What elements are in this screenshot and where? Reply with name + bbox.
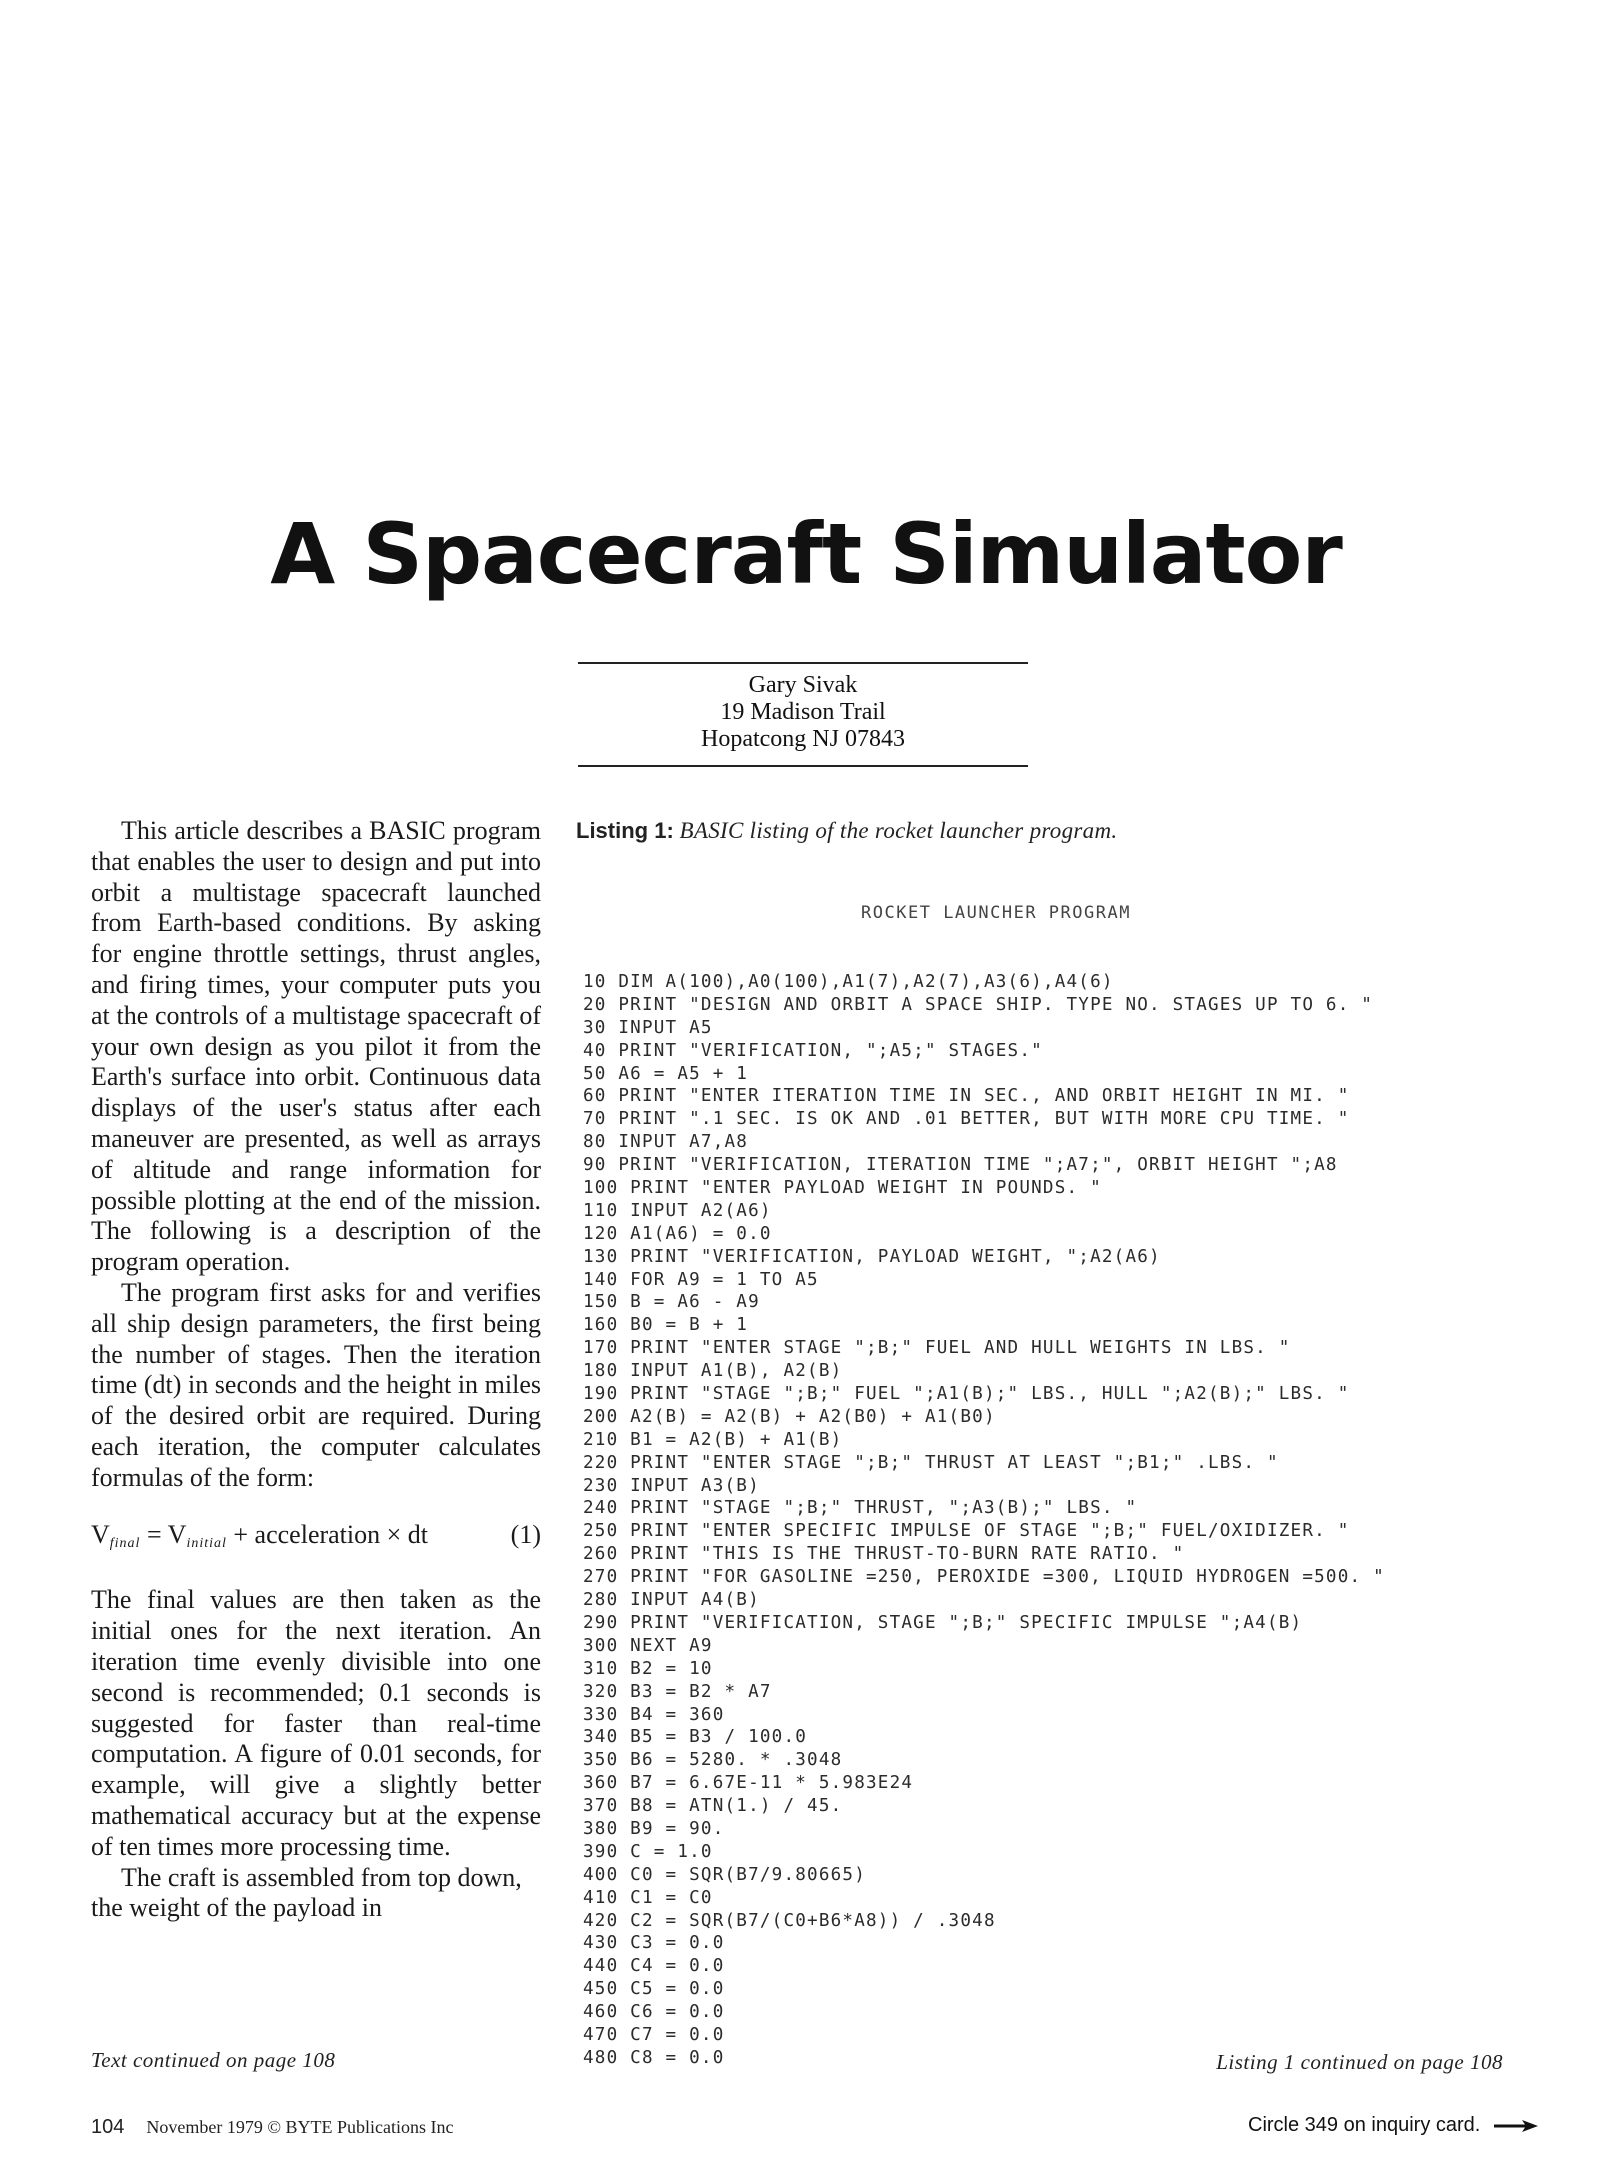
inquiry-note xyxy=(1248,2114,1540,2137)
code-line: 120 A1(A6) = 0.0 xyxy=(583,1223,772,1244)
velocity-formula xyxy=(91,1520,541,1560)
code-line: 100 PRINT "ENTER PAYLOAD WEIGHT IN POUNDS. " xyxy=(583,1178,1102,1199)
text-continued-note: Text continued on page 108 xyxy=(91,2048,336,2072)
code-line: 350 B6 = 5280. * .3048 xyxy=(583,1750,843,1771)
formula-rhs: V xyxy=(167,1519,187,1549)
code-line: 20 PRINT "DESIGN AND ORBIT A SPACE SHIP. TYPE NO. STAGES UP TO 6. " xyxy=(583,994,1374,1015)
body-paragraph-1: This article describes a BASIC program that enables the user to design and put into orbit a multistage spacecraft launched from Earth-based conditions. By asking for engine throttle settings, thrust angles, and firing times, your computer puts you at the controls of a multistage spacecraft of your own design as you pilot it from the Earth's surface into orbit. Continuous data displays of the user's status after each maneuver are presented, as well as arrays of altitude and range information for possible plotting at the end of the mission. The following is a description of the program operation. xyxy=(91,816,541,1277)
code-line: 70 PRINT ".1 SEC. IS OK AND .01 BETTER, BUT WITH MORE CPU TIME. " xyxy=(583,1109,1350,1130)
page-number: 104 xyxy=(91,2116,125,2138)
code-line: 110 INPUT A2(A6) xyxy=(583,1200,772,1221)
code-line: 90 PRINT "VERIFICATION, ITERATION TIME ";A7;", ORBIT HEIGHT ";A8 xyxy=(583,1155,1338,1176)
code-line: 130 PRINT "VERIFICATION, PAYLOAD WEIGHT, ";A2(A6) xyxy=(583,1246,1161,1267)
author-name: Gary Sivak xyxy=(748,672,858,698)
code-line: 440 C4 = 0.0 xyxy=(583,1956,725,1977)
formula-lhs-subscript: final xyxy=(109,1535,141,1551)
code-line: 460 C6 = 0.0 xyxy=(583,2002,725,2023)
code-line: 230 INPUT A3(B) xyxy=(583,1475,760,1496)
code-line: 290 PRINT "VERIFICATION, STAGE ";B;" SPECIFIC IMPULSE ";A4(B) xyxy=(583,1612,1303,1633)
code-line: 330 B4 = 360 xyxy=(583,1704,725,1725)
code-line: 430 C3 = 0.0 xyxy=(583,1933,725,1954)
listing-label: Listing 1: xyxy=(576,818,674,843)
code-line: 340 B5 = B3 / 100.0 xyxy=(583,1727,808,1748)
code-line: 270 PRINT "FOR GASOLINE =250, PEROXIDE =300, LIQUID HYDROGEN =500. " xyxy=(583,1567,1385,1588)
code-line: 400 C0 = SQR(B7/9.80665) xyxy=(583,1864,867,1885)
code-line: 160 B0 = B + 1 xyxy=(583,1315,749,1336)
listing-caption xyxy=(576,818,1117,844)
formula-tail: + acceleration × dt xyxy=(233,1519,429,1549)
author-byline xyxy=(578,672,1028,753)
code-line: 190 PRINT "STAGE ";B;" FUEL ";A1(B);" LBS., HULL ";A2(B);" LBS. " xyxy=(583,1384,1350,1405)
body-paragraph-3: The final values are then taken as the initial ones for the next iteration. An iteration time evenly divisible into one second is recommended; 0.1 seconds is suggested for faster than real-time computation. A figure of 0.01 seconds, for example, will give a slightly better mathematical accuracy but at the expense of ten times more processing time. xyxy=(91,1585,541,1861)
listing-caption-text: BASIC listing of the rocket launcher program. xyxy=(679,818,1118,843)
code-line: 360 B7 = 6.67E-11 * 5.983E24 xyxy=(583,1773,914,1794)
code-line: 180 INPUT A1(B), A2(B) xyxy=(583,1361,843,1382)
code-line: 260 PRINT "THIS IS THE THRUST-TO-BURN RATE RATIO. " xyxy=(583,1544,1185,1565)
formula-lhs: V xyxy=(91,1519,110,1549)
code-line: 40 PRINT "VERIFICATION, ";A5;" STAGES." xyxy=(583,1040,1043,1061)
article-body xyxy=(91,816,541,1924)
code-line: 250 PRINT "ENTER SPECIFIC IMPULSE OF STAGE ";B;" FUEL/OXIDIZER. " xyxy=(583,1521,1350,1542)
byline-bottom-rule xyxy=(578,765,1028,767)
code-line: 420 C2 = SQR(B7/(C0+B6*A8)) / .3048 xyxy=(583,1910,996,1931)
code-line: 80 INPUT A7,A8 xyxy=(583,1132,749,1153)
code-line: 200 A2(B) = A2(B) + A2(B0) + A1(B0) xyxy=(583,1406,996,1427)
code-line: 30 INPUT A5 xyxy=(583,1017,713,1038)
code-line: 240 PRINT "STAGE ";B;" THRUST, ";A3(B);" LBS. " xyxy=(583,1498,1138,1519)
article-title: A Spacecraft Simulator xyxy=(270,505,1342,603)
formula-equals: = xyxy=(146,1519,162,1549)
code-line: 450 C5 = 0.0 xyxy=(583,1979,725,2000)
byline-top-rule xyxy=(578,662,1028,664)
code-line: 50 A6 = A5 + 1 xyxy=(583,1063,749,1084)
code-line: 370 B8 = ATN(1.) / 45. xyxy=(583,1796,843,1817)
author-city: Hopatcong NJ 07843 xyxy=(701,726,905,752)
issue-credit: November 1979 © BYTE Publications Inc xyxy=(146,2117,454,2137)
code-line: 390 C = 1.0 xyxy=(583,1841,713,1862)
code-line: 310 B2 = 10 xyxy=(583,1658,713,1679)
code-line: 150 B = A6 - A9 xyxy=(583,1292,760,1313)
arrow-right-icon xyxy=(1492,2118,1540,2134)
code-line: 300 NEXT A9 xyxy=(583,1635,713,1656)
code-line: 140 FOR A9 = 1 TO A5 xyxy=(583,1269,819,1290)
code-line: 410 C1 = C0 xyxy=(583,1887,713,1908)
formula-number: (1) xyxy=(510,1519,541,1549)
code-line: 220 PRINT "ENTER STAGE ";B;" THRUST AT LEAST ";B1;" .LBS. " xyxy=(583,1452,1279,1473)
code-line: 170 PRINT "ENTER STAGE ";B;" FUEL AND HULL WEIGHTS IN LBS. " xyxy=(583,1338,1291,1359)
body-paragraph-2: The program first asks for and verifies all ship design parameters, the first being the number of stages. Then the iteration time (dt) in seconds and the height in miles of the desired orbit are required. During each iteration, the computer calculates formulas of the form: xyxy=(91,1277,541,1492)
formula-rhs-subscript: initial xyxy=(186,1535,227,1551)
page-footer xyxy=(91,2116,454,2139)
code-line: 210 B1 = A2(B) + A1(B) xyxy=(583,1429,843,1450)
author-street: 19 Madison Trail xyxy=(720,699,886,725)
inquiry-text: Circle 349 on inquiry card. xyxy=(1248,2114,1481,2136)
code-line: 480 C8 = 0.0 xyxy=(583,2047,725,2068)
body-paragraph-4: The craft is assembled from top down, the weight of the payload in xyxy=(91,1862,522,1923)
code-line: 60 PRINT "ENTER ITERATION TIME IN SEC., AND ORBIT HEIGHT IN MI. " xyxy=(583,1086,1350,1107)
code-line: 280 INPUT A4(B) xyxy=(583,1590,760,1611)
code-line: 470 C7 = 0.0 xyxy=(583,2024,725,2045)
code-line: 10 DIM A(100),A0(100),A1(7),A2(7),A3(6),A4(6) xyxy=(583,972,1114,992)
formula-expression xyxy=(91,1520,428,1560)
code-line: 320 B3 = B2 * A7 xyxy=(583,1681,772,1702)
code-line: 380 B9 = 90. xyxy=(583,1818,725,1839)
basic-code-listing xyxy=(583,971,1385,2070)
listing-continued-note: Listing 1 continued on page 108 xyxy=(1216,2050,1503,2074)
listing-program-title: ROCKET LAUNCHER PROGRAM xyxy=(861,903,1131,923)
